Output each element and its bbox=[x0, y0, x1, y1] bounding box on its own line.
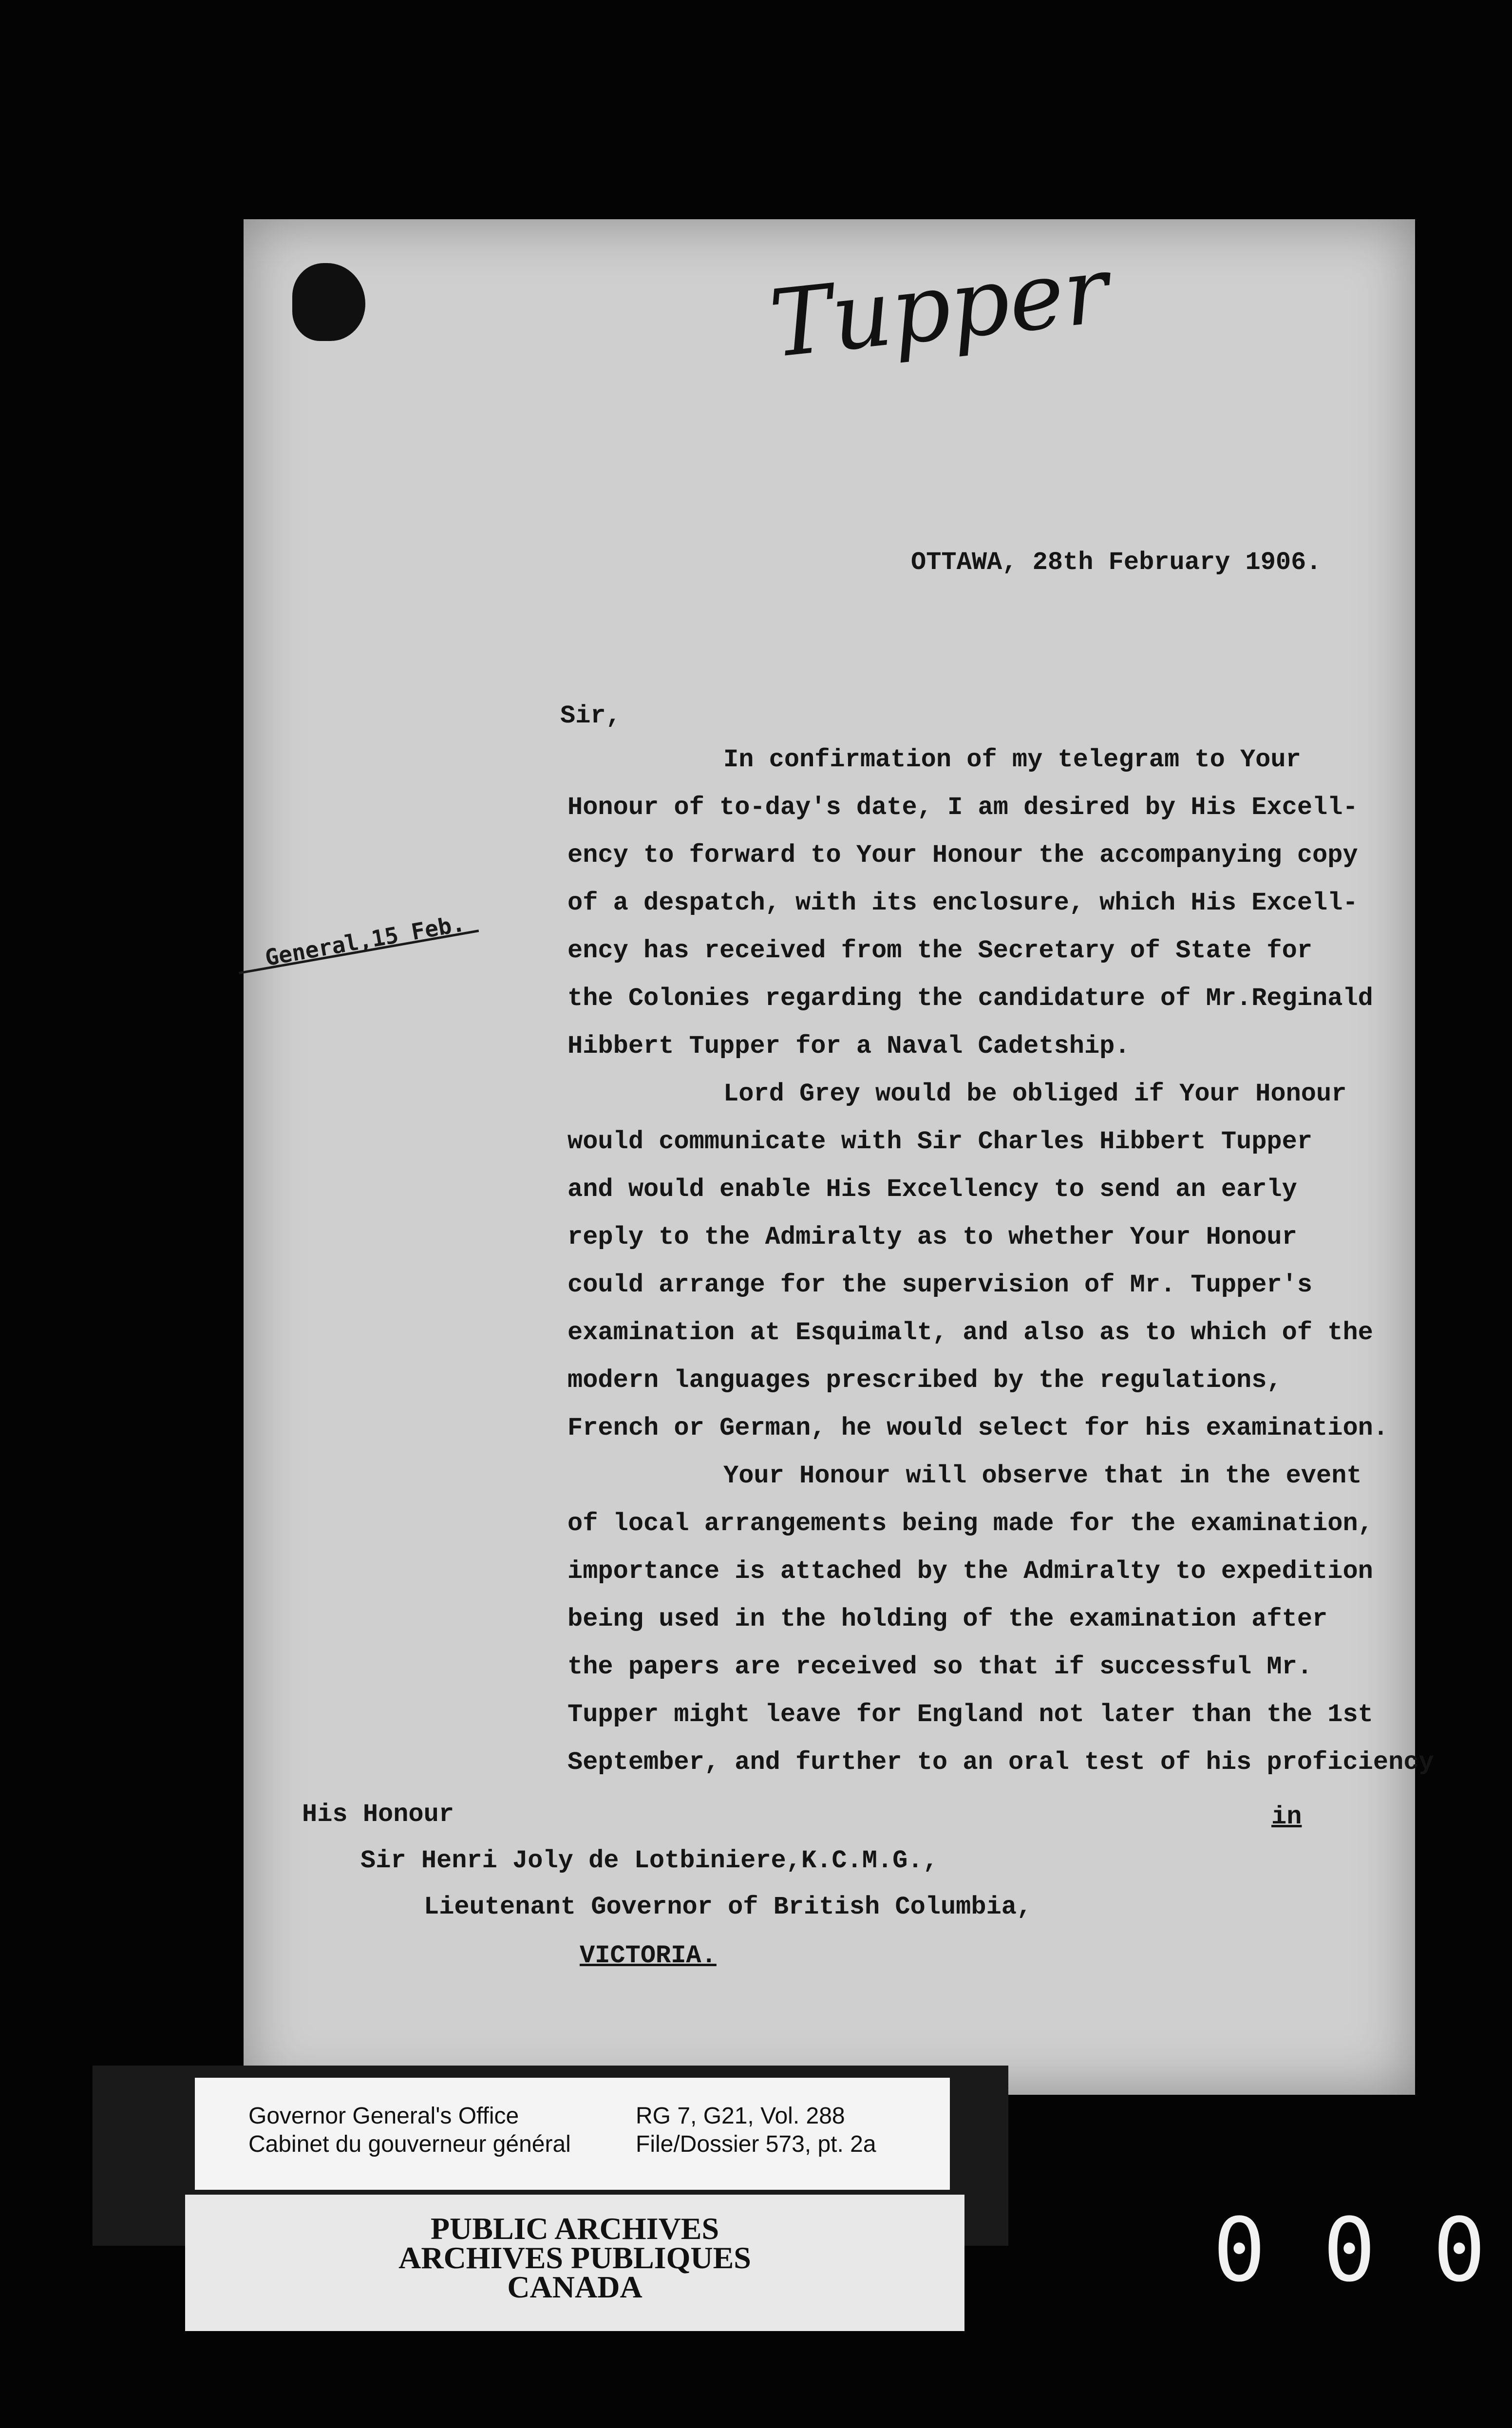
body-line: the Colonies regarding the candidature of Mr.Reginald bbox=[567, 984, 1373, 1013]
body-line: of a despatch, with its enclosure, which His Excell- bbox=[567, 889, 1358, 917]
record-group: RG 7, G21, Vol. 288 bbox=[636, 2103, 845, 2129]
body-line: Hibbert Tupper for a Naval Cadetship. bbox=[567, 1032, 1130, 1061]
body-line: importance is attached by the Admiralty to expedition bbox=[567, 1557, 1373, 1586]
body-line: and would enable His Excellency to send an early bbox=[567, 1175, 1297, 1204]
body-line: September, and further to an oral test of his proficiency bbox=[567, 1748, 1434, 1777]
frame-counter bbox=[1213, 2202, 1486, 2299]
body-line: Honour of to-day's date, I am desired by His Excell- bbox=[567, 793, 1358, 822]
body-line: modern languages prescribed by the regulations, bbox=[567, 1366, 1282, 1395]
continuation-word: in bbox=[1271, 1802, 1302, 1831]
handwritten-signature: Tupper bbox=[765, 236, 1114, 379]
body-line: ency has received from the Secretary of State for bbox=[567, 936, 1313, 965]
archive-label-reference bbox=[195, 2078, 950, 2190]
address-line-3: Lieutenant Governor of British Columbia, bbox=[424, 1893, 1032, 1921]
archives-english: PUBLIC ARCHIVES bbox=[430, 2211, 719, 2246]
body-line: could arrange for the supervision of Mr. Tupper's bbox=[567, 1271, 1313, 1299]
archives-country: CANADA bbox=[507, 2270, 643, 2304]
address-line-2: Sir Henri Joly de Lotbiniere,K.C.M.G., bbox=[360, 1846, 938, 1875]
body-line: Tupper might leave for England not later than the 1st bbox=[567, 1700, 1373, 1729]
frame-digit: 0 bbox=[1213, 2200, 1266, 2301]
body-line: being used in the holding of the examination after bbox=[567, 1605, 1328, 1633]
body-line: Your Honour will observe that in the event bbox=[723, 1461, 1362, 1490]
body-line: reply to the Admiralty as to whether Your Honour bbox=[567, 1223, 1297, 1252]
body-line: would communicate with Sir Charles Hibbert Tupper bbox=[567, 1127, 1313, 1156]
address-line-1: His Honour bbox=[302, 1800, 454, 1829]
body-line: ency to forward to Your Honour the accompanying copy bbox=[567, 841, 1358, 870]
body-line: examination at Esquimalt, and also as to which of the bbox=[567, 1318, 1373, 1347]
body-line: Lord Grey would be obliged if Your Honour bbox=[723, 1080, 1347, 1108]
archive-label-title bbox=[185, 2195, 964, 2331]
file-number: File/Dossier 573, pt. 2a bbox=[636, 2131, 876, 2157]
frame-digit: 0 bbox=[1433, 2200, 1486, 2301]
body-line: In confirmation of my telegram to Your bbox=[723, 745, 1301, 774]
body-line: of local arrangements being made for the examination, bbox=[567, 1509, 1373, 1538]
archives-french: ARCHIVES PUBLIQUES bbox=[398, 2240, 751, 2275]
body-line: French or German, he would select for his examination. bbox=[567, 1414, 1389, 1442]
address-line-4: VICTORIA. bbox=[580, 1941, 717, 1970]
body-line: the papers are received so that if successful Mr. bbox=[567, 1652, 1313, 1681]
margin-note: General,15 Feb. bbox=[263, 910, 467, 971]
frame-digit: 0 bbox=[1323, 2200, 1376, 2301]
office-english: Governor General's Office bbox=[248, 2103, 519, 2129]
salutation: Sir, bbox=[560, 702, 621, 730]
dateline: OTTAWA, 28th February 1906. bbox=[911, 548, 1322, 577]
office-french: Cabinet du gouverneur général bbox=[248, 2131, 571, 2157]
